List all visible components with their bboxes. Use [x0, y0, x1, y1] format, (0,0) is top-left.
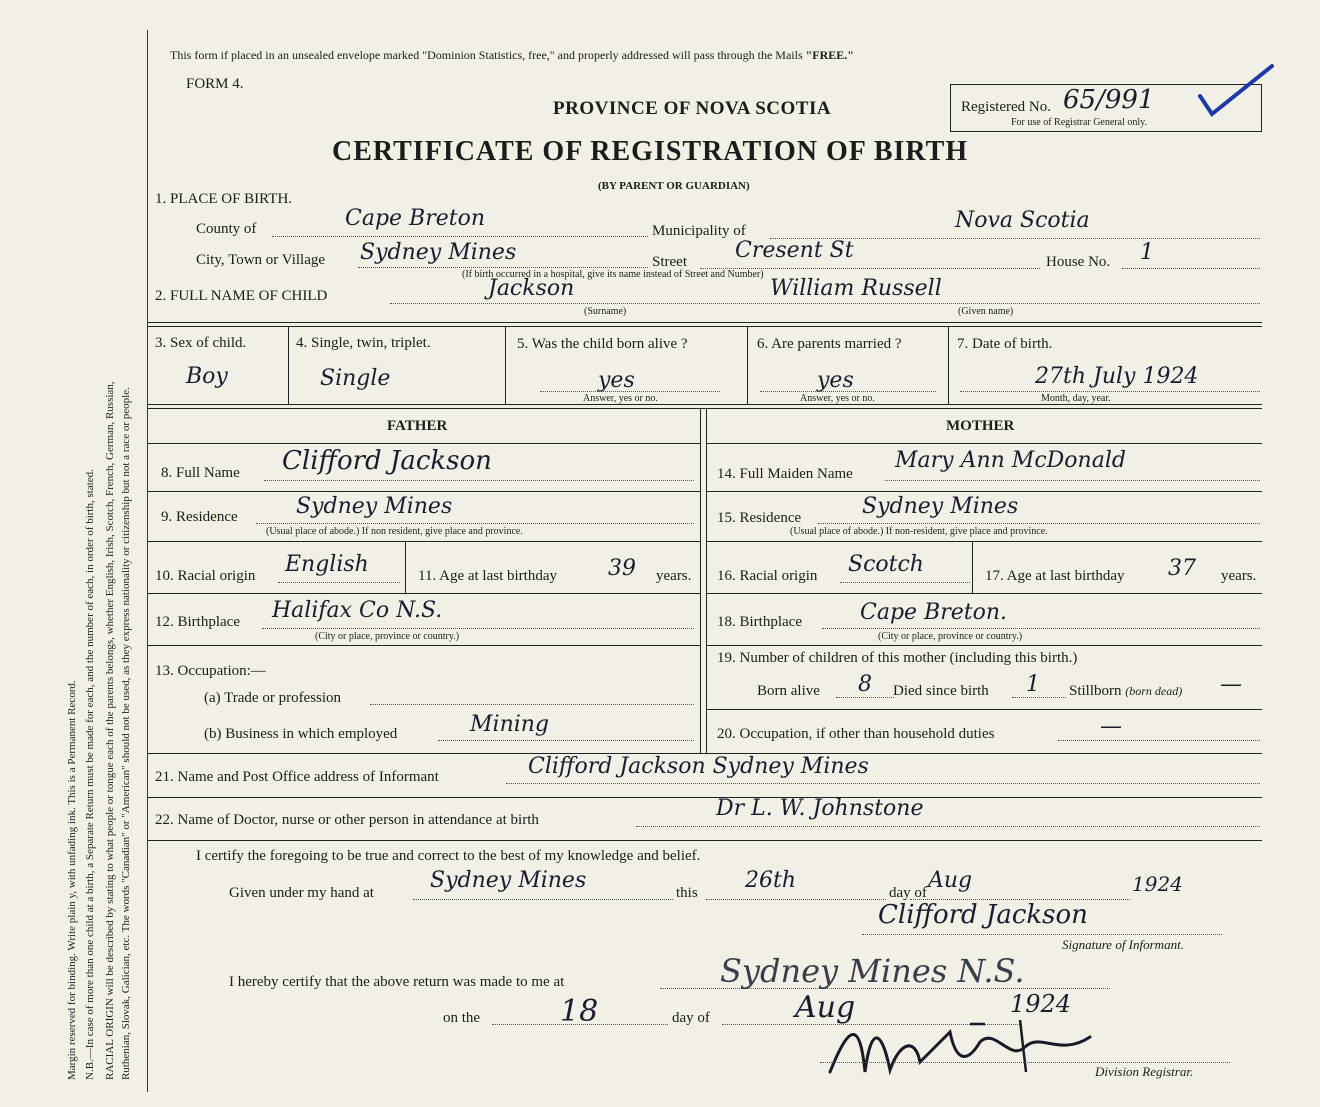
child-name-label: 2. FULL NAME OF CHILD	[155, 288, 328, 304]
form-number: FORM 4.	[186, 76, 244, 92]
county-label: County of	[196, 221, 257, 237]
province-heading: PROVINCE OF NOVA SCOTIA	[553, 98, 832, 119]
certify-text: I certify the foregoing to be true and correct to the best of my knowledge and belief.	[196, 848, 701, 864]
municipality-label: Municipality of	[652, 223, 746, 239]
father-occupation-label: 13. Occupation:—	[155, 663, 266, 679]
registered-number: 65/991	[1063, 85, 1155, 115]
informant-value: Clifford Jackson Sydney Mines	[528, 754, 869, 779]
registrar-day-value: 18	[560, 994, 599, 1029]
place-of-birth-heading: 1. PLACE OF BIRTH.	[155, 191, 293, 207]
mother-age-unit: years.	[1221, 568, 1257, 584]
given-place-value: Sydney Mines	[430, 868, 587, 893]
hospital-note: (If birth occurred in a hospital, give its name instead of Street and Number)	[462, 269, 764, 280]
on-the-label: on the	[443, 1010, 481, 1026]
father-birthplace-value: Halifax Co N.S.	[272, 598, 443, 623]
informant-signature: Clifford Jackson	[878, 900, 1088, 930]
given-month-value: Aug	[928, 868, 973, 893]
mother-heading: MOTHER	[946, 418, 1015, 434]
given-name-caption: (Given name)	[958, 306, 1014, 317]
child-surname: Jackson	[488, 276, 575, 301]
parents-married-question: 6. Are parents married ?	[757, 336, 902, 352]
margin-racial-note-1: RACIAL ORIGIN will be described by stating to what people or tongue each of the parents belongs, whether English, Irish, Scotch, French, German, Russian,	[104, 381, 116, 1080]
father-racial-value: English	[285, 552, 369, 577]
municipality-value: Nova Scotia	[955, 208, 1090, 233]
day-of-label: day of	[889, 885, 927, 901]
mother-age-label: 17. Age at last birthday	[985, 568, 1125, 584]
margin-nb-note: N.B.—In case of more than one child at a birth, a Separate Return must be made for each, and the number of each, in order of birth, stated.	[84, 469, 96, 1080]
registrar-certify-text: I hereby certify that the above return was made to me at	[229, 974, 565, 990]
registrar-year-value: 1924	[1010, 990, 1072, 1018]
father-age-unit: years.	[656, 568, 692, 584]
father-residence-value: Sydney Mines	[296, 494, 453, 519]
born-alive-caption: Answer, yes or no.	[583, 393, 658, 404]
house-label: House No.	[1046, 254, 1111, 270]
father-residence-label: 9. Residence	[161, 509, 238, 525]
stillborn-value: —	[1220, 672, 1242, 697]
given-year-value: 1924	[1132, 872, 1183, 896]
mother-name-value: Mary Ann McDonald	[895, 448, 1126, 473]
born-alive-label: Born alive	[757, 683, 820, 699]
margin-notes	[58, 0, 148, 1107]
city-label: City, Town or Village	[196, 252, 326, 268]
street-label: Street	[652, 254, 687, 270]
mother-birthplace-caption: (City or place, province or country.)	[878, 631, 1023, 642]
this-label: this	[676, 885, 698, 901]
certificate-title: CERTIFICATE OF REGISTRATION OF BIRTH	[332, 136, 969, 167]
sex-value: Boy	[186, 364, 228, 389]
informant-label: 21. Name and Post Office address of Informant	[155, 769, 439, 785]
registered-label: Registered No.	[961, 99, 1051, 115]
mother-racial-label: 16. Racial origin	[717, 568, 818, 584]
died-value: 1	[1026, 672, 1040, 697]
registrar-day-of-label: day of	[672, 1010, 710, 1026]
parents-married-answer: yes	[817, 368, 854, 393]
father-heading: FATHER	[387, 418, 448, 434]
mother-abode-caption: (Usual place of abode.) If non-resident, give place and province.	[790, 526, 1048, 537]
registrar-signature	[820, 1012, 1110, 1088]
father-age-value: 39	[608, 556, 636, 581]
margin-binding-note: Margin reserved for binding. Write plain y, with unfading ink. This is a Permanent Record.	[66, 680, 78, 1080]
county-value: Cape Breton	[345, 206, 486, 231]
house-value: 1	[1140, 240, 1154, 265]
father-birthplace-label: 12. Birthplace	[155, 614, 240, 630]
doctor-value: Dr L. W. Johnstone	[716, 796, 924, 821]
parents-married-caption: Answer, yes or no.	[800, 393, 875, 404]
mother-residence-value: Sydney Mines	[862, 494, 1019, 519]
plurality-value: Single	[320, 366, 391, 391]
born-alive-answer: yes	[598, 368, 635, 393]
street-value: Cresent St	[735, 238, 854, 263]
born-alive-question: 5. Was the child born alive ?	[517, 336, 688, 352]
certificate-subtitle: (BY PARENT OR GUARDIAN)	[598, 180, 750, 192]
child-given-name: William Russell	[770, 276, 942, 301]
signature-caption: Signature of Informant.	[1062, 937, 1184, 952]
dob-caption: Month, day, year.	[1041, 393, 1111, 404]
city-value: Sydney Mines	[360, 240, 517, 265]
father-name-value: Clifford Jackson	[282, 446, 492, 476]
registrar-place-value: Sydney Mines N.S.	[720, 952, 1025, 990]
margin-rule	[147, 30, 148, 1092]
father-business-value: Mining	[470, 712, 550, 737]
children-count-label: 19. Number of children of this mother (including this birth.)	[717, 650, 1078, 666]
mother-residence-label: 15. Residence	[717, 510, 802, 526]
registrar-month-value: Aug	[795, 990, 856, 1025]
mother-age-value: 37	[1168, 556, 1196, 581]
mother-name-label: 14. Full Maiden Name	[717, 466, 853, 482]
father-name-label: 8. Full Name	[161, 465, 240, 481]
mother-occupation-label: 20. Occupation, if other than household duties	[717, 726, 995, 742]
sex-label: 3. Sex of child.	[155, 335, 247, 351]
father-abode-caption: (Usual place of abode.) If non resident, give place and province.	[266, 526, 523, 537]
checkmark-icon	[1196, 62, 1276, 118]
died-label: Died since birth	[893, 683, 989, 699]
mother-birthplace-label: 18. Birthplace	[717, 614, 802, 630]
mother-occupation-value: —	[1100, 714, 1122, 739]
mother-birthplace-value: Cape Breton.	[860, 600, 1007, 625]
given-day-value: 26th	[745, 868, 797, 893]
father-trade-label: (a) Trade or profession	[204, 690, 342, 706]
father-age-label: 11. Age at last birthday	[418, 568, 557, 584]
dob-value: 27th July 1924	[1035, 364, 1199, 389]
given-under-label: Given under my hand at	[229, 885, 374, 901]
father-birthplace-caption: (City or place, province or country.)	[315, 631, 460, 642]
surname-caption: (Surname)	[584, 306, 627, 317]
division-registrar-caption: Division Registrar.	[1095, 1064, 1194, 1079]
plurality-label: 4. Single, twin, triplet.	[296, 335, 431, 351]
dob-label: 7. Date of birth.	[957, 336, 1053, 352]
father-business-label: (b) Business in which employed	[204, 726, 398, 742]
father-racial-label: 10. Racial origin	[155, 568, 256, 584]
mail-notice: This form if placed in an unsealed envelope marked "Dominion Statistics, free," and properly addressed will pass through the Mails "FREE."	[170, 48, 854, 62]
registrar-use-note: For use of Registrar General only.	[1011, 117, 1147, 128]
margin-racial-note-2: Ruthenian, Slovak, Galician, etc. The words "Canadian" or "American" should not be used, as they express nationality or citizenship but not a race or people.	[120, 387, 132, 1080]
doctor-label: 22. Name of Doctor, nurse or other person in attendance at birth	[155, 812, 539, 828]
born-alive-value: 8	[858, 672, 872, 697]
stillborn-label: Stillborn (born dead)	[1069, 683, 1183, 699]
mother-racial-value: Scotch	[848, 552, 924, 577]
